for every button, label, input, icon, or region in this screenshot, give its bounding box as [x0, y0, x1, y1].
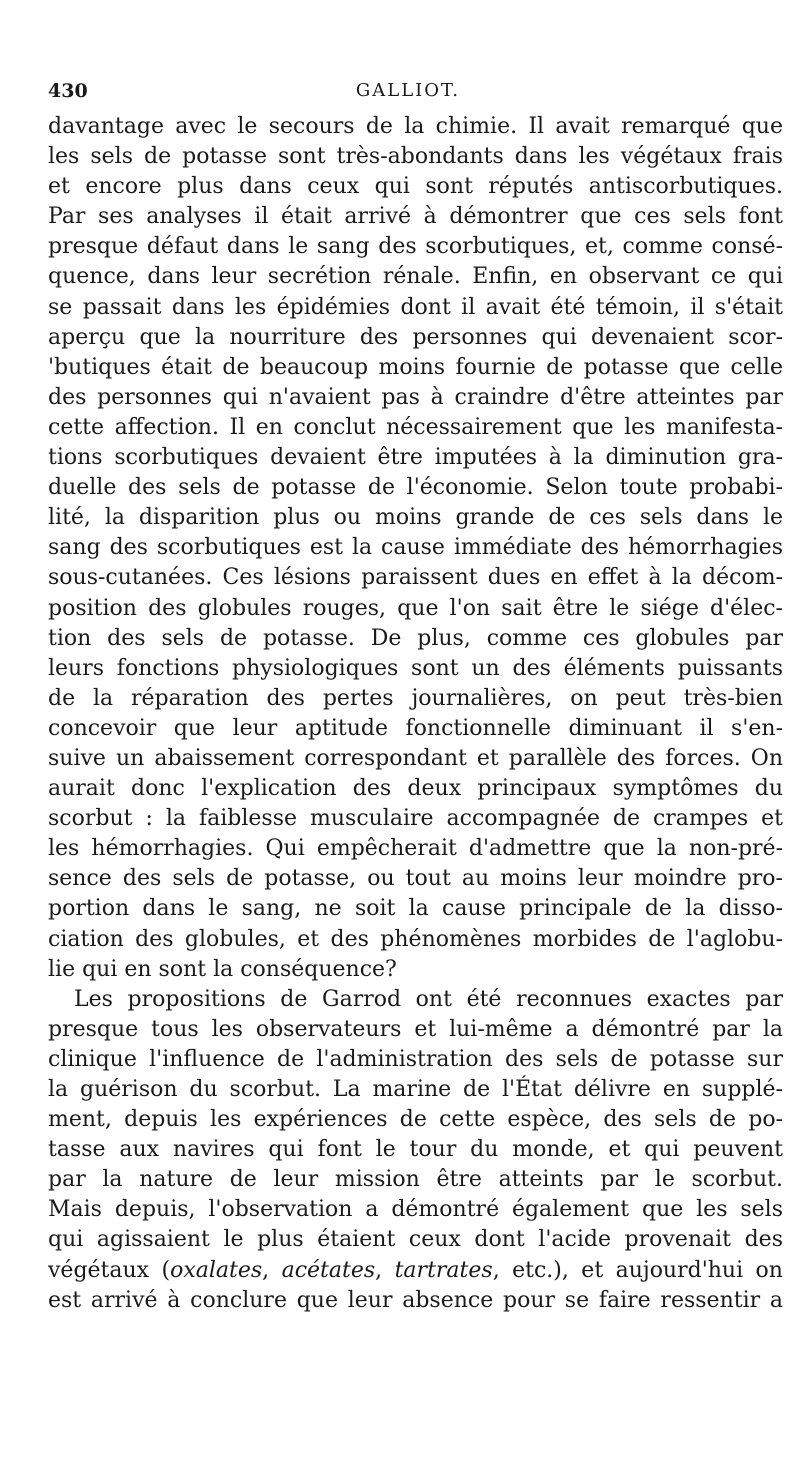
running-head: GALLIOT. [355, 80, 461, 101]
text-line: quence, dans leur secrétion rénale. Enfin, en observant ce qui [48, 264, 783, 290]
italic-term: acétates [281, 1257, 376, 1283]
body-text [48, 112, 783, 1316]
text-line: ciation des globules, et des phénomènes morbides de l'aglobu- [48, 926, 783, 952]
text-line: suive un abaissement correspondant et parallèle des forces. On [48, 745, 783, 771]
paragraph-1 [48, 112, 783, 985]
text-line: tions scorbutiques devaient être imputées à la diminution gra- [48, 445, 783, 471]
text-line: les sels de potasse sont très-abondants dans les végétaux frais [48, 144, 783, 170]
text-line: presque tous les observateurs et lui-même a démontré par la [48, 1016, 783, 1042]
italic-term: oxalates [170, 1257, 263, 1283]
text-line: est arrivé à conclure que leur absence pour se faire ressentir a [48, 1287, 783, 1313]
text-line: se passait dans les épidémies dont il avait été témoin, il s'était [48, 294, 783, 320]
text-line: aperçu que la nourriture des personnes qui devenaient scor- [48, 324, 783, 350]
text-line: cette affection. Il en conclut nécessairement que les manifesta- [48, 414, 783, 440]
page-header [48, 80, 768, 108]
text-line: par la nature de leur mission être atteints par le scorbut. [48, 1167, 783, 1193]
text-line: leurs fonctions physiologiques sont un des éléments puissants [48, 655, 783, 681]
text-line: de la réparation des pertes journalières, on peut très-bien [48, 685, 783, 711]
paragraph-2 [48, 985, 783, 1316]
text-line: sous-cutanées. Ces lésions paraissent dues en effet à la décom- [48, 565, 783, 591]
text-line: portion dans le sang, ne soit la cause principale de la disso- [48, 896, 783, 922]
text-line: position des globules rouges, que l'on sait être le siége d'élec- [48, 595, 783, 621]
text-line: Les propositions de Garrod ont été reconnues exactes par [74, 986, 783, 1012]
text-line: lité, la disparition plus ou moins grande de ces sels dans le [48, 505, 783, 531]
text-line: Par ses analyses il était arrivé à démontrer que ces sels font [48, 204, 783, 230]
text-line: sence des sels de potasse, ou tout au moins leur moindre pro- [48, 866, 783, 892]
text-line: tasse aux navires qui font le tour du monde, et qui peuvent [48, 1137, 783, 1163]
text-line: la guérison du scorbut. La marine de l'État délivre en supplé- [48, 1077, 783, 1102]
text-line-italic-terms: végétaux (oxalates, acétates, tartrates, etc.), et aujourd'hui on [48, 1257, 783, 1283]
text-line: qui agissaient le plus étaient ceux dont l'acide provenait des [48, 1227, 783, 1253]
page-number: 430 [48, 80, 88, 102]
text-line: et encore plus dans ceux qui sont réputés antiscorbutiques. [48, 174, 783, 200]
text-line: ment, depuis les expériences de cette espèce, des sels de po- [48, 1107, 783, 1133]
text-line: aurait donc l'explication des deux principaux symptômes du [48, 776, 783, 802]
text-line: clinique l'influence de l'administration des sels de potasse sur [48, 1046, 783, 1072]
text-line: 'butiques était de beaucoup moins fournie de potasse que celle [48, 354, 783, 380]
text-line: les hémorrhagies. Qui empêcherait d'admettre que la non-pré- [48, 836, 783, 862]
text-line: sang des scorbutiques est la cause immédiate des hémorrhagies [48, 535, 783, 561]
text-line: duelle des sels de potasse de l'économie. Selon toute probabi- [48, 475, 783, 501]
text-line: davantage avec le secours de la chimie. Il avait remarqué que [48, 114, 783, 139]
text-line: Mais depuis, l'observation a démontré également que les sels [48, 1197, 783, 1223]
italic-term: tartrates [394, 1257, 493, 1283]
text-line: lie qui en sont la conséquence? [48, 956, 397, 982]
text-line: des personnes qui n'avaient pas à craindre d'être atteintes par [48, 384, 783, 410]
text-line: tion des sels de potasse. De plus, comme ces globules par [48, 625, 783, 651]
text-line: presque défaut dans le sang des scorbutiques, et, comme consé- [48, 234, 783, 260]
text-line: scorbut : la faiblesse musculaire accompagnée de crampes et [48, 806, 783, 832]
text-line: concevoir que leur aptitude fonctionnelle diminuant il s'en- [48, 715, 783, 741]
